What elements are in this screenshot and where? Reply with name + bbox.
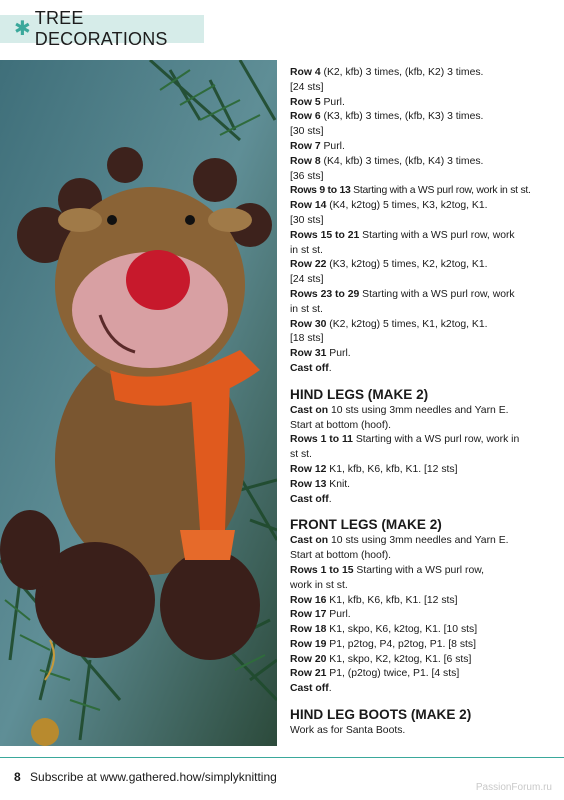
reindeer-photo xyxy=(0,60,277,746)
instruction-line: st st. xyxy=(290,449,312,461)
instruction-line: Row 21 P1, (p2tog) twice, P1. [4 sts] xyxy=(290,668,460,680)
instruction-line: Rows 23 to 29 Starting with a WS purl row, work xyxy=(290,288,515,300)
instruction-line: [36 sts] xyxy=(290,170,324,182)
instruction-line: Cast on 10 sts using 3mm needles and Yarn E. xyxy=(290,404,509,416)
instruction-line: work in st st. xyxy=(290,579,348,591)
instruction-line: [18 sts] xyxy=(290,333,324,345)
instruction-line: [30 sts] xyxy=(290,126,324,138)
instruction-line: Row 17 Purl. xyxy=(290,609,351,621)
subscribe-link[interactable]: Subscribe at www.gathered.how/simplyknitting xyxy=(30,770,277,784)
instruction-line: Row 6 (K3, kfb) 3 times, (kfb, K3) 3 times. xyxy=(290,111,484,123)
instruction-line: Row 22 (K3, k2tog) 5 times, K2, k2tog, K1. xyxy=(290,259,488,271)
intro-rows xyxy=(290,66,552,377)
footer-divider xyxy=(0,757,564,758)
instruction-line: Rows 1 to 15 Starting with a WS purl row, xyxy=(290,564,485,576)
hind-leg-boots-rows xyxy=(290,724,552,739)
instruction-line: Row 31 Purl. xyxy=(290,348,351,360)
watermark: PassionForum.ru xyxy=(475,782,552,793)
instruction-line: Start at bottom (hoof). xyxy=(290,419,392,431)
page-footer xyxy=(14,770,277,784)
instruction-line: Row 13 Knit. xyxy=(290,478,351,490)
instruction-line: Rows 1 to 11 Starting with a WS purl row, work in xyxy=(290,434,520,446)
hind-legs-heading: HIND LEGS (MAKE 2) xyxy=(290,386,429,402)
page-number: 8 xyxy=(14,770,21,784)
hind-leg-boots-heading: HIND LEG BOOTS (MAKE 2) xyxy=(290,707,472,723)
instruction-line: Row 30 (K2, k2tog) 5 times, K1, k2tog, K1. xyxy=(290,318,488,330)
instruction-line: Row 18 K1, skpo, K6, k2tog, K1. [10 sts] xyxy=(290,624,478,636)
instruction-line: Work as for Santa Boots. xyxy=(290,725,406,737)
instruction-line: Cast off. xyxy=(290,683,332,695)
instruction-line: Cast off. xyxy=(290,493,332,505)
instruction-line: Row 20 K1, skpo, K2, k2tog, K1. [6 sts] xyxy=(290,653,472,665)
instruction-line: Row 16 K1, kfb, K6, kfb, K1. [12 sts] xyxy=(290,594,458,606)
instruction-line: Row 12 K1, kfb, K6, kfb, K1. [12 sts] xyxy=(290,463,458,475)
instruction-line: Rows 15 to 21 Starting with a WS purl row, work xyxy=(290,229,515,241)
instruction-line: [24 sts] xyxy=(290,81,324,93)
hind-legs-rows xyxy=(290,404,552,508)
front-legs-rows xyxy=(290,534,552,697)
instruction-line: in st st. xyxy=(290,303,323,315)
instruction-line: [24 sts] xyxy=(290,274,324,286)
instruction-line: Start at bottom (hoof). xyxy=(290,550,392,562)
instruction-line: Row 4 (K2, kfb) 3 times, (kfb, K2) 3 times. xyxy=(290,67,484,78)
instruction-line: Row 7 Purl. xyxy=(290,140,345,152)
instruction-line: Row 8 (K4, kfb) 3 times, (kfb, K4) 3 times. xyxy=(290,155,484,167)
instruction-line: Cast on 10 sts using 3mm needles and Yarn E. xyxy=(290,535,509,547)
instruction-line: Row 19 P1, p2tog, P4, p2tog, P1. [8 sts] xyxy=(290,638,476,650)
pattern-instructions xyxy=(290,66,552,739)
section-title: TREE DECORATIONS xyxy=(34,8,168,49)
instruction-line: Rows 9 to 13 Starting with a WS purl row, work in st st. xyxy=(290,185,531,197)
instruction-line: Cast off. xyxy=(290,362,332,374)
instruction-line: Row 5 Purl. xyxy=(290,96,345,108)
section-header xyxy=(0,8,204,49)
instruction-line: in st st. xyxy=(290,244,323,256)
asterisk-icon: ✱ xyxy=(14,18,31,40)
instruction-line: Row 14 (K4, k2tog) 5 times, K3, k2tog, K1. xyxy=(290,200,488,212)
instruction-line: [30 sts] xyxy=(290,214,324,226)
front-legs-heading: FRONT LEGS (MAKE 2) xyxy=(290,517,442,533)
